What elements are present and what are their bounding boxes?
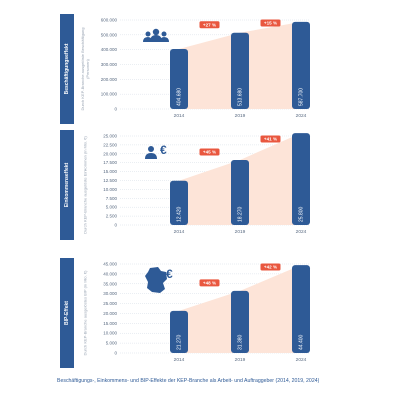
y-tick-label: 22.500 (103, 142, 117, 148)
y-tick-label: 300.000 (100, 62, 117, 67)
y-tick-label: 20.000 (103, 151, 117, 157)
y-tick-label: 15.000 (103, 169, 117, 175)
x-tick-label: 2024 (295, 230, 307, 235)
bar-value-label: 12.420 (176, 206, 183, 222)
growth-badge-label: +42 % (263, 264, 278, 270)
bar-value-label: 404.680 (176, 87, 183, 106)
y-tick-label: 45.000 (103, 261, 117, 267)
y-tick-label: 500.000 (100, 32, 117, 38)
y-tick-label: 0 (114, 222, 117, 228)
bar-value-label: 587.700 (298, 87, 305, 106)
x-tick-label: 2024 (295, 114, 307, 119)
bar-value-label: 513.680 (237, 87, 244, 106)
panel-title: Beschäftigungseffekt (64, 43, 70, 95)
y-tick-label: 7.500 (105, 195, 117, 201)
panel-title: BIP-Effekt (64, 301, 70, 325)
y-tick-label: 25.000 (103, 133, 117, 139)
y-tick-label: 100.000 (100, 91, 117, 97)
y-tick-label: 15.000 (103, 320, 117, 326)
y-tick-label: 10.000 (103, 330, 117, 336)
growth-badge-label: +41 % (263, 136, 278, 142)
bar-value-label: 18.270 (237, 206, 244, 222)
y-tick-label: 5.000 (105, 204, 117, 210)
svg-text:€: € (166, 267, 173, 281)
y-tick-label: 40.000 (103, 271, 117, 277)
y-tick-label: 0 (114, 350, 117, 356)
growth-badge-label: +27 % (202, 22, 217, 28)
bar-value-label: 44.400 (298, 334, 305, 350)
bar-value-label: 21.270 (176, 334, 183, 350)
x-tick-label: 2019 (234, 230, 246, 235)
panel-title: Einkommenseffekt (64, 162, 70, 208)
growth-badge-label: +15 % (263, 20, 278, 26)
y-tick-label: 20.000 (103, 310, 117, 316)
y-tick-label: 30.000 (103, 291, 117, 297)
growth-badge-label: +48 % (202, 280, 217, 286)
bar-chart (60, 14, 360, 124)
bar-value-label: 25.800 (298, 206, 305, 222)
y-tick-label: 0 (114, 106, 117, 112)
y-axis-label: Durch KEP-Branche ausgelöste Beschäftigung (Personen) (80, 27, 90, 111)
bar-value-label: 31.380 (237, 334, 244, 350)
y-tick-label: 10.000 (103, 186, 117, 192)
y-axis-label: Durch KEP-Branche ausgelöste Einkommen (in Mio. €) (82, 136, 88, 234)
person-euro-icon (145, 143, 167, 159)
y-tick-label: 2.500 (105, 213, 117, 219)
y-tick-label: 35.000 (103, 281, 117, 287)
bar-chart (60, 258, 360, 368)
x-tick-label: 2024 (295, 358, 307, 363)
x-tick-label: 2014 (173, 358, 185, 363)
y-tick-label: 25.000 (103, 301, 117, 307)
svg-text:€: € (160, 143, 167, 157)
x-tick-label: 2014 (173, 230, 185, 235)
y-tick-label: 200.000 (100, 76, 117, 82)
y-tick-label: 600.000 (100, 17, 117, 23)
x-tick-label: 2014 (173, 114, 185, 119)
x-tick-label: 2019 (234, 358, 246, 363)
panel-income (60, 130, 360, 240)
y-tick-label: 400.000 (100, 47, 117, 53)
y-tick-label: 17.500 (103, 160, 117, 166)
x-tick-label: 2019 (234, 114, 246, 119)
growth-badge-label: +45 % (202, 149, 217, 155)
germany-euro-icon (145, 267, 173, 293)
panel-employment (60, 14, 360, 124)
y-tick-label: 5.000 (105, 340, 117, 346)
people-icon (143, 29, 169, 42)
y-axis-label: Durch KEP-Branche ausgelöstes BIP (in Mio. €) (82, 270, 88, 356)
y-tick-label: 12.500 (103, 178, 117, 183)
figure-caption: Beschäftigungs-, Einkommens- und BIP-Effekte der KEP-Branche als Arbeit- und Auftraggeber (2014, 2019, 2024) (57, 378, 320, 384)
panel-gdp (60, 258, 360, 368)
bar-chart (60, 130, 360, 240)
